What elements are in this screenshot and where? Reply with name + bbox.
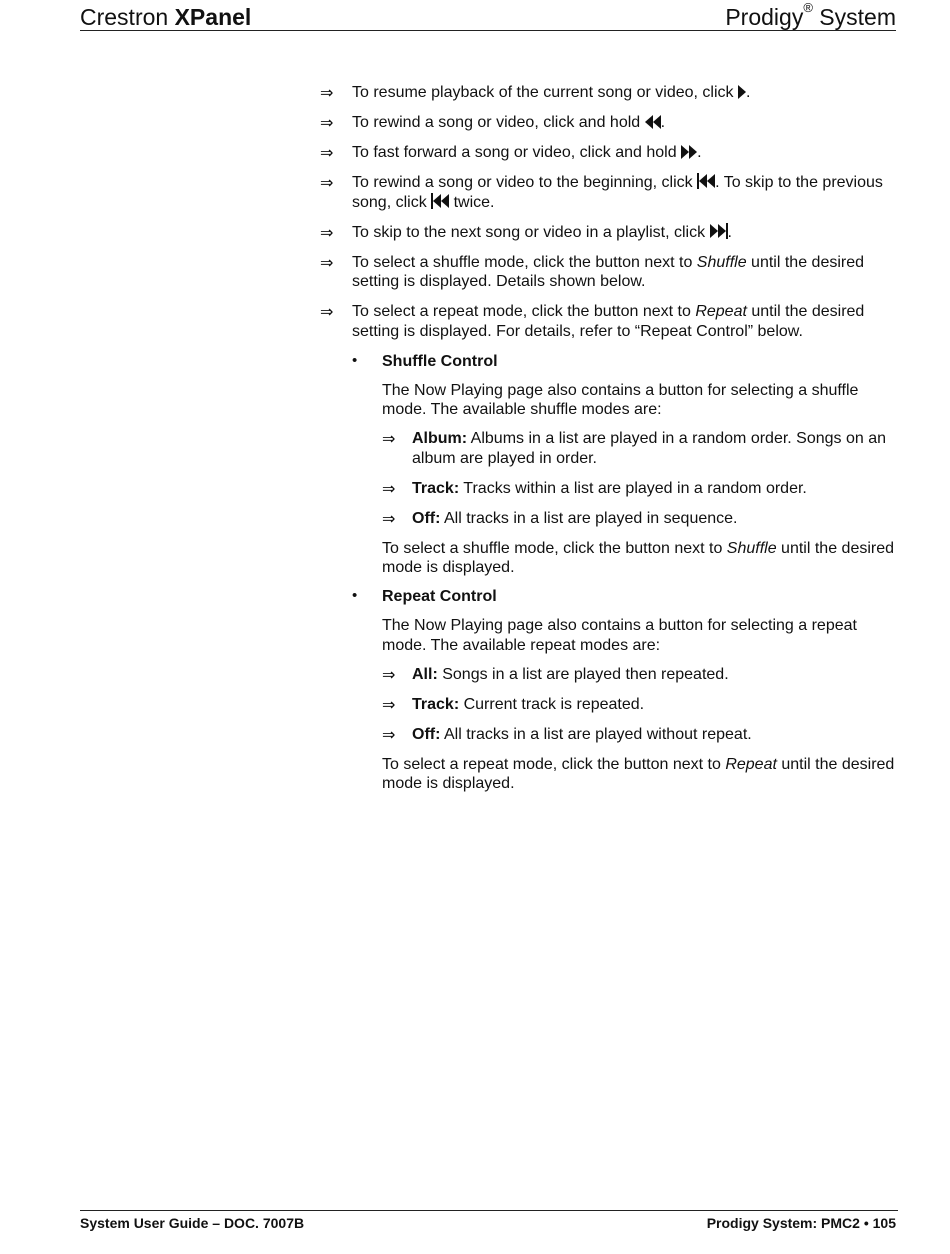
arrow-icon: ⇒ <box>320 302 334 321</box>
repeat-mode-track: ⇒ Track: Current track is repeated. <box>382 694 645 714</box>
arrow-icon: ⇒ <box>320 113 334 132</box>
shuffle-mode-off: ⇒ Off: All tracks in a list are played in sequence. <box>382 508 738 528</box>
list-item-fast-forward: ⇒ To fast forward a song or video, click and hold . <box>320 143 702 162</box>
page-header <box>80 0 896 31</box>
list-item-shuffle: ⇒ To select a shuffle mode, click the button next to Shuffle until the desired setting is displayed. Details shown below. <box>320 252 865 290</box>
arrow-icon: ⇒ <box>382 478 396 498</box>
footer-page-info: Prodigy System: PMC2 • 105 <box>706 1215 896 1231</box>
list-item-repeat: ⇒ To select a repeat mode, click the button next to Repeat until the desired setting is displayed. For details, refer to “Repeat Control” below. <box>320 302 865 340</box>
shuffle-mode-track: ⇒ Track: Tracks within a list are played in a random order. <box>382 478 807 498</box>
arrow-icon: ⇒ <box>320 222 334 242</box>
footer-doc-title: System User Guide – DOC. 7007B <box>80 1215 305 1231</box>
rewind-icon <box>645 115 661 129</box>
arrow-icon: ⇒ <box>382 508 396 528</box>
skip-back-icon <box>431 193 449 209</box>
bullet-icon: • <box>352 587 358 604</box>
shuffle-control-intro: The Now Playing page also contains a button for selecting a shuffle mode. The available shuffle modes are: <box>382 381 859 418</box>
list-item-resume: ⇒ To resume playback of the current song or video, click . <box>320 83 751 102</box>
arrow-icon: ⇒ <box>382 664 396 684</box>
list-item-rewind: ⇒ To rewind a song or video, click and hold . <box>320 113 666 132</box>
arrow-icon: ⇒ <box>382 724 396 744</box>
main-content <box>320 83 896 803</box>
shuffle-mode-album: ⇒ Album: Albums in a list are played in a random order. Songs on an album are played in order. <box>382 429 887 467</box>
bullet-icon: • <box>352 351 358 369</box>
repeat-mode-all: ⇒ All: Songs in a list are played then repeated. <box>382 664 729 684</box>
skip-forward-icon <box>710 223 728 239</box>
repeat-control-intro: The Now Playing page also contains a button for selecting a repeat mode. The available repeat modes are: <box>382 617 857 654</box>
arrow-icon: ⇒ <box>320 143 334 162</box>
arrow-icon: ⇒ <box>320 83 334 102</box>
skip-back-icon <box>697 173 715 189</box>
page-footer <box>80 1210 898 1235</box>
list-item-skip-next: ⇒ To skip to the next song or video in a playlist, click . <box>320 222 732 242</box>
header-system-title: Prodigy® System <box>725 0 896 30</box>
play-icon <box>738 85 746 99</box>
list-item-rewind-beginning: ⇒ To rewind a song or video to the beginning, click . To skip to the previous song, click twice. <box>320 173 883 211</box>
arrow-icon: ⇒ <box>382 694 396 714</box>
arrow-icon: ⇒ <box>382 429 396 448</box>
shuffle-control-heading: • Shuffle Control <box>352 351 498 370</box>
shuffle-control-outro: To select a shuffle mode, click the button next to Shuffle until the desired mode is displayed. <box>382 539 895 576</box>
fast-forward-icon <box>681 145 697 159</box>
repeat-control-outro: To select a repeat mode, click the button next to Repeat until the desired mode is displayed. <box>382 755 895 792</box>
arrow-icon: ⇒ <box>320 252 334 272</box>
arrow-icon: ⇒ <box>320 173 334 192</box>
repeat-mode-off: ⇒ Off: All tracks in a list are played without repeat. <box>382 724 752 744</box>
header-product-title: Crestron XPanel <box>80 4 252 30</box>
repeat-control-heading: • Repeat Control <box>352 587 497 605</box>
